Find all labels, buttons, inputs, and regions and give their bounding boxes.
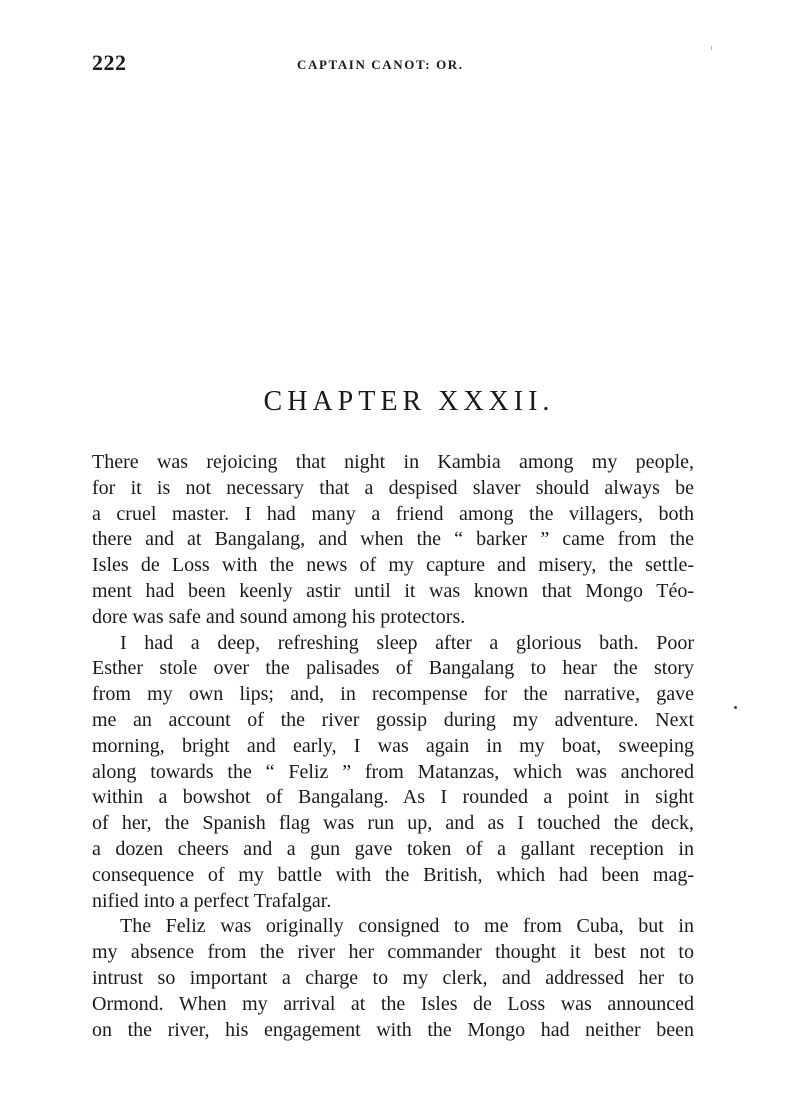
text-line: consequence of my battle with the British, which had been mag- <box>92 863 694 886</box>
text-line: intrust so important a charge to my clerk, and addressed her to <box>92 966 694 989</box>
text-line: The Feliz was originally consigned to me from Cuba, but in <box>120 915 694 938</box>
text-line: my absence from the river her commander thought it best not to <box>92 941 694 964</box>
text-line: nified into a perfect Trafalgar. <box>92 889 332 912</box>
text-line: me an account of the river gossip during my adventure. Next <box>92 708 694 731</box>
text-line: dore was safe and sound among his protectors. <box>92 605 466 628</box>
edge-mark <box>711 46 712 50</box>
text-line: I had a deep, refreshing sleep after a glorious bath. Poor <box>120 631 694 654</box>
text-line: Ormond. When my arrival at the Isles de Loss was announced <box>92 992 694 1015</box>
text-line: there and at Bangalang, and when the “ barker ” came from the <box>92 528 694 551</box>
text-line: Esther stole over the palisades of Bangalang to hear the story <box>92 657 694 680</box>
page-number: 222 <box>92 50 127 75</box>
running-title: CAPTAIN CANOT: OR. <box>297 57 464 72</box>
paragraph-3 <box>92 914 694 1043</box>
paragraph-1 <box>92 450 694 631</box>
text-line: a cruel master. I had many a friend among the villagers, both <box>92 502 694 525</box>
chapter-heading: CHAPTER XXXII. <box>263 386 555 417</box>
paragraph-2 <box>92 631 694 915</box>
text-line: along towards the “ Feliz ” from Matanzas, which was anchored <box>92 760 694 783</box>
text-line: morning, bright and early, I was again in my boat, sweeping <box>92 734 694 757</box>
text-line: on the river, his engagement with the Mongo had neither been <box>92 1018 694 1041</box>
body-text <box>92 450 694 1043</box>
stray-ink-mark <box>734 706 737 709</box>
text-line: ment had been keenly astir until it was known that Mongo Téo- <box>92 579 694 602</box>
text-line: There was rejoicing that night in Kambia among my people, <box>92 451 694 473</box>
text-line: a dozen cheers and a gun gave token of a gallant reception in <box>92 837 694 860</box>
text-line: Isles de Loss with the news of my capture and misery, the settle- <box>92 554 694 577</box>
text-line: within a bowshot of Bangalang. As I rounded a point in sight <box>92 786 694 809</box>
text-line: of her, the Spanish flag was run up, and as I touched the deck, <box>92 812 694 835</box>
text-line: from my own lips; and, in recompense for the narrative, gave <box>92 683 694 706</box>
text-line: for it is not necessary that a despised slaver should always be <box>92 476 694 499</box>
